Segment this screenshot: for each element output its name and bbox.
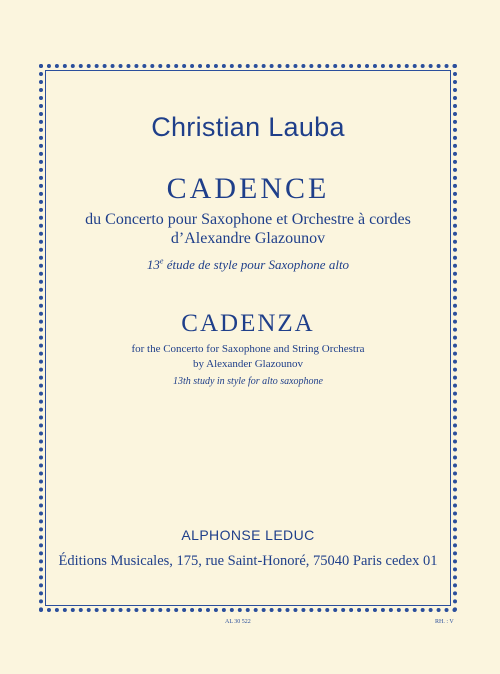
publisher-name: ALPHONSE LEDUC (181, 527, 315, 543)
subtitle-french (45, 210, 451, 248)
publisher-address: Éditions Musicales, 175, rue Saint-Honoré, 75040 Paris cedex 01 (58, 553, 438, 569)
study-ordinal-suffix: e (159, 256, 164, 266)
study-number: 13 (146, 257, 160, 272)
title-english: CADENZA (181, 310, 315, 337)
study-text-french: étude de style pour Saxophone alto (163, 257, 350, 272)
price-code: RH. : V (435, 619, 454, 625)
subtitle-english-line-1: for the Concerto for Saxophone and String Orchestra (131, 343, 365, 355)
subtitle-french-line-1: du Concerto pour Saxophone et Orchestre à cordes (85, 211, 411, 228)
catalog-code: AL 30 522 (225, 619, 251, 625)
study-description-french (45, 257, 451, 273)
title-french: CADENCE (166, 172, 330, 205)
composer-name: Christian Lauba (151, 112, 345, 142)
decorative-inner-border (45, 70, 451, 606)
subtitle-english (45, 342, 451, 372)
subtitle-english-line-2: by Alexander Glazounov (193, 358, 303, 370)
study-description-english: 13th study in style for alto saxophone (173, 376, 323, 387)
subtitle-french-line-2: d’Alexandre Glazounov (170, 230, 326, 247)
